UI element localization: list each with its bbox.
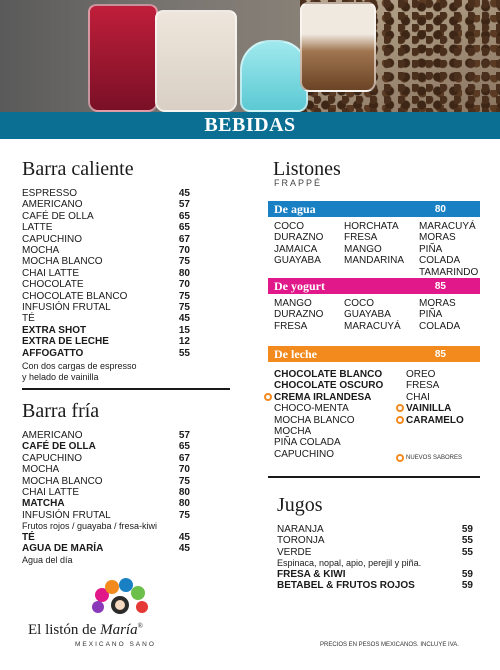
menu-item-price: 59 [461, 524, 473, 535]
menu-item-name: LATTE [22, 222, 53, 234]
registered-mark: ® [137, 622, 143, 630]
section-divider [22, 388, 230, 390]
menu-item-name: CAFÉ DE OLLA [22, 210, 94, 222]
menu-item [22, 464, 190, 475]
menu-item [22, 279, 190, 290]
de-agua-price: 80 [434, 203, 446, 215]
flavor-column [264, 369, 396, 460]
flavor-item: PIÑA COLADA [419, 309, 461, 332]
menu-item [22, 532, 190, 543]
menu-item-price: 70 [178, 464, 190, 476]
menu-item-name: CHOCOLATE [22, 279, 84, 291]
menu-item-price: 59 [461, 568, 473, 580]
menu-item-name: ESPRESSO [22, 188, 78, 199]
menu-item-price: 57 [178, 430, 190, 441]
menu-item-price: 67 [178, 233, 190, 245]
menu-item-name: MOCHA [22, 464, 60, 476]
menu-item [277, 580, 473, 591]
flavor-item: GUAYABA [274, 255, 321, 267]
de-yogurt-price: 85 [434, 280, 446, 292]
flavor-item [396, 369, 476, 380]
menu-item-name: CAPUCHINO [22, 452, 83, 464]
brand-name-b: María [100, 622, 138, 638]
flavor-item [264, 426, 396, 437]
flavor-column [419, 298, 481, 332]
menu-item-price: 45 [178, 531, 190, 543]
menu-item [22, 211, 190, 222]
flavor-name: FRESA [406, 380, 440, 392]
menu-item-name: AFFOGATTO [22, 347, 84, 359]
menu-item-price: 75 [178, 475, 190, 487]
flavor-item: MANGO [274, 298, 312, 309]
de-yogurt-flavors [274, 298, 481, 332]
menu-item-price: 12 [178, 336, 190, 348]
menu-item-name: AMERICANO [22, 430, 83, 441]
menu-item-name: CHAI LATTE [22, 487, 80, 499]
menu-note: Agua del día [22, 554, 73, 565]
menu-item [22, 256, 190, 267]
menu-item-price: 80 [178, 267, 190, 279]
menu-item-price: 55 [461, 546, 473, 558]
menu-item-name: TÉ [22, 313, 35, 325]
menu-item-price: 57 [178, 199, 190, 211]
menu-item-price: 55 [461, 535, 473, 547]
brand-name-a: El listón de [28, 622, 101, 638]
flavor-column [344, 298, 419, 332]
flavor-item: PIÑA COLADA [419, 243, 461, 267]
menu-item [22, 222, 190, 233]
page-title: BEBIDAS [204, 114, 296, 136]
barra-caliente-list [22, 188, 190, 382]
flavor-item [264, 403, 396, 414]
menu-item [22, 188, 190, 199]
flavor-column [344, 221, 419, 278]
layered-coffee-glass [300, 2, 376, 92]
barra-fria-title: Barra fría [22, 400, 100, 422]
menu-item [22, 199, 190, 210]
de-agua-flavors [274, 221, 481, 278]
new-flavor-marker-icon [396, 416, 404, 424]
flavor-name: PIÑA COLADA [274, 437, 341, 449]
menu-item-name: CAPUCHINO [22, 233, 83, 245]
new-flavor-marker-icon [396, 454, 404, 462]
flavor-name: OREO [406, 369, 436, 380]
menu-item-name: CHOCOLATE BLANCO [22, 290, 128, 302]
flavor-item: COCO [344, 298, 374, 309]
flavor-name: CAPUCHINO [274, 448, 335, 460]
menu-item-price: 59 [461, 580, 473, 592]
menu-item [22, 476, 190, 487]
flavor-item: TAMARINDO [419, 266, 479, 278]
new-flavor-marker-icon [396, 404, 404, 412]
menu-item-name: EXTRA DE LECHE [22, 336, 109, 348]
menu-item [22, 441, 190, 452]
new-flavor-marker-icon [264, 393, 272, 401]
menu-item-name: NARANJA [277, 524, 324, 535]
menu-item-name: MOCHA BLANCO [22, 475, 103, 487]
flavor-item [264, 449, 396, 460]
menu-item-name: MOCHA BLANCO [22, 256, 103, 268]
menu-item [277, 535, 473, 546]
menu-item-price: 75 [178, 290, 190, 302]
brand-tagline: MEXICANO SANO [75, 641, 156, 648]
de-agua-bar [268, 201, 480, 217]
flavor-item: MORAS [419, 232, 456, 244]
menu-item [277, 524, 473, 535]
flavor-item [264, 415, 396, 426]
menu-item-name: TORONJA [277, 535, 325, 547]
menu-item [22, 543, 190, 554]
listones-title: Listones [273, 158, 341, 180]
menu-item-price: 65 [178, 210, 190, 222]
jugos-list [277, 524, 473, 592]
flavor-item: FRESA [344, 232, 378, 244]
menu-item [22, 348, 190, 359]
menu-item [22, 453, 190, 464]
flavor-item: MORAS [419, 298, 456, 309]
menu-item-name: VERDE [277, 546, 312, 558]
flavor-column [419, 221, 481, 278]
flavor-item: JAMAICA [274, 243, 318, 255]
section-divider [268, 476, 480, 478]
flavor-item: DURAZNO [274, 309, 324, 321]
menu-item [22, 510, 190, 521]
menu-item [22, 245, 190, 256]
marker-slot [264, 392, 274, 403]
menu-item-price: 80 [178, 498, 190, 510]
menu-item-name: CAFÉ DE OLLA [22, 441, 96, 453]
flavor-item [396, 403, 476, 414]
menu-item [22, 336, 190, 347]
menu-item [277, 569, 473, 580]
menu-item [22, 268, 190, 279]
flavor-item [396, 380, 476, 391]
marker-slot [396, 403, 406, 414]
menu-item-name: BETABEL & FRUTOS ROJOS [277, 580, 415, 592]
brand-logo [20, 575, 240, 655]
ribbon-doll-icon [80, 575, 160, 619]
menu-item-name: AGUA DE MARÍA [22, 543, 104, 555]
menu-note: Espinaca, nopal, apio, perejil y piña. [277, 558, 422, 569]
de-leche-price: 85 [434, 348, 446, 360]
menu-item-price: 75 [178, 302, 190, 314]
de-agua-label: De agua [274, 201, 316, 216]
jugos-title: Jugos [277, 494, 323, 516]
menu-note: Con dos cargas de espresso y helado de vainilla [22, 361, 137, 382]
flavor-item: MANGO [344, 243, 382, 255]
menu-item-price: 75 [178, 509, 190, 521]
menu-item-name: FRESA & KIWI [277, 568, 346, 580]
menu-item [22, 302, 190, 313]
menu-item-price: 45 [178, 543, 190, 555]
flavor-name: MOCHA [274, 426, 312, 438]
flavor-item [264, 437, 396, 448]
flavor-item: MARACUYÁ [419, 221, 476, 232]
de-yogurt-label: De yogurt [274, 278, 325, 293]
menu-item-price: 67 [178, 452, 190, 464]
barra-fria-list [22, 430, 190, 565]
red-drink-jar [88, 4, 158, 112]
menu-item-price: 70 [178, 245, 190, 257]
flavor-name: VAINILLA [406, 403, 452, 415]
menu-item-name: MATCHA [22, 498, 65, 510]
flavor-item: FRESA [274, 320, 308, 332]
title-band [0, 112, 500, 139]
flavor-item [264, 369, 396, 380]
menu-item [22, 430, 190, 441]
flavor-item [264, 392, 396, 403]
new-flavors-legend [396, 454, 462, 462]
flavor-item: COCO [274, 221, 304, 232]
price-note: PRECIOS EN PESOS MEXICANOS. INCLUYE IVA. [320, 642, 459, 648]
legend-label: NUEVOS SABORES [406, 455, 463, 461]
flavor-name: CHOCO-MENTA [274, 403, 349, 415]
cream-drink-jar [155, 10, 237, 112]
menu-item [22, 291, 190, 302]
menu-item [22, 325, 190, 336]
menu-item [22, 498, 190, 509]
flavor-name: CARAMELO [406, 414, 464, 426]
menu-item-price: 70 [178, 279, 190, 291]
flavor-item [396, 415, 476, 426]
de-leche-bar [268, 346, 480, 362]
menu-item-price: 45 [178, 313, 190, 325]
flavor-name: CHOCOLATE BLANCO [274, 369, 383, 380]
flavor-item [396, 392, 476, 403]
flavor-item: GUAYABA [344, 309, 391, 321]
flavor-name: CREMA IRLANDESA [274, 391, 372, 403]
menu-item-name: MOCHA [22, 245, 60, 257]
menu-item-name: INFUSIÓN FRUTAL [22, 302, 111, 314]
menu-item-price: 65 [178, 441, 190, 453]
de-leche-flavors [264, 369, 476, 460]
menu-item-price: 65 [178, 222, 190, 234]
hero-photo [0, 0, 500, 112]
menu-item-name: INFUSIÓN FRUTAL [22, 509, 111, 521]
flavor-name: CHAI [406, 391, 430, 403]
listones-subtitle: FRAPPÉ [274, 178, 323, 188]
flavor-item: MANDARINA [344, 255, 405, 267]
menu-item [22, 234, 190, 245]
flavor-name: MOCHA BLANCO [274, 414, 355, 426]
flavor-item: MARACUYÁ [344, 320, 401, 332]
menu-item-name: TÉ [22, 531, 35, 543]
barra-caliente-title: Barra caliente [22, 158, 134, 180]
menu-item-price: 55 [178, 347, 190, 359]
menu-item-name: EXTRA SHOT [22, 324, 87, 336]
menu-item [277, 547, 473, 558]
brand-name [20, 622, 240, 639]
menu-item-name: CHAI LATTE [22, 267, 80, 279]
menu-item-name: AMERICANO [22, 199, 83, 211]
cyan-drink-glass [240, 40, 308, 112]
flavor-item: DURAZNO [274, 232, 324, 244]
marker-slot [396, 415, 406, 426]
menu-item [22, 313, 190, 324]
flavor-column [274, 221, 344, 278]
menu-item-price: 15 [178, 324, 190, 336]
de-yogurt-bar [268, 278, 480, 294]
menu-item [22, 487, 190, 498]
menu-item-price: 75 [178, 256, 190, 268]
menu-note: Frutos rojos / guayaba / fresa-kiwi [22, 521, 158, 532]
de-leche-label: De leche [274, 346, 317, 361]
flavor-column [274, 298, 344, 332]
menu-item-price: 45 [178, 188, 190, 199]
flavor-item: HORCHATA [344, 221, 399, 232]
flavor-name: CHOCOLATE OSCURO [274, 380, 384, 392]
flavor-item [264, 380, 396, 391]
menu-item-price: 80 [178, 487, 190, 499]
flavor-column [396, 369, 476, 460]
